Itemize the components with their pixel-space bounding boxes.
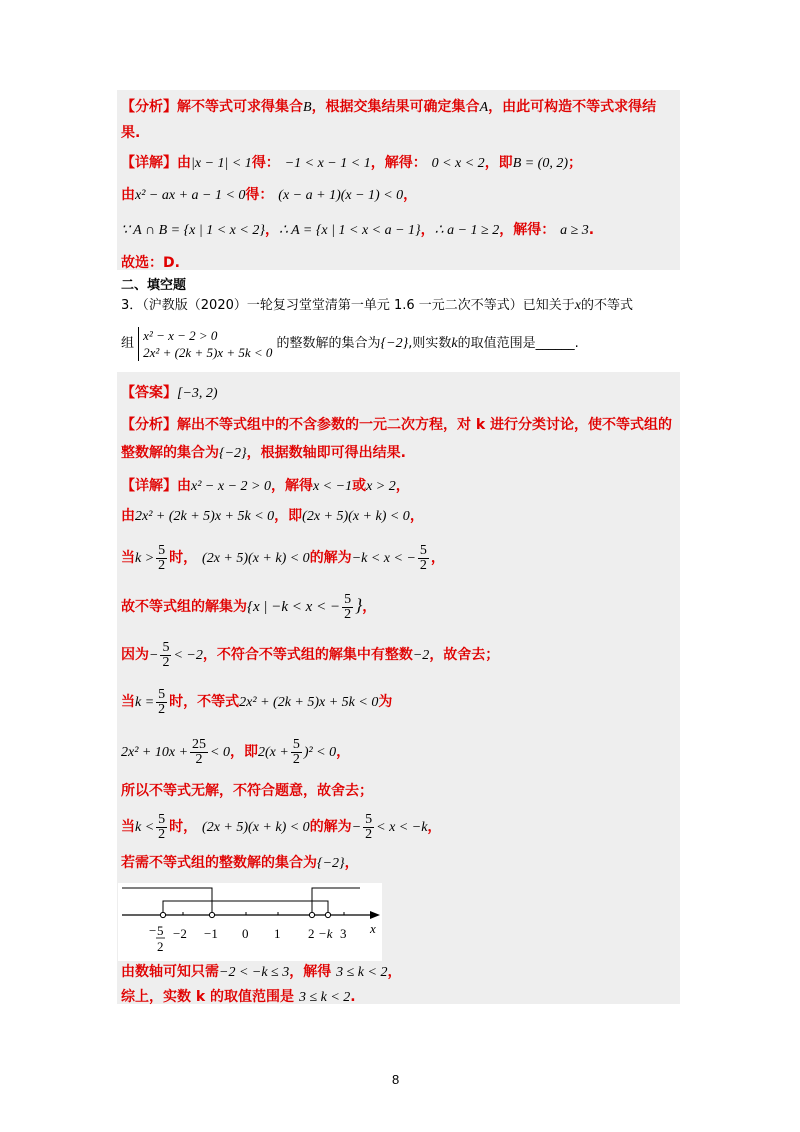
point-neg-k <box>325 912 330 917</box>
point-neg-five-halves <box>160 912 165 917</box>
q3-detail-line3: 当k > $\frac{5}{2}$ 时， (2x + 5)(x + k) < 0的解为−k < x < − $\frac{5}{2}$ ， <box>121 542 445 573</box>
point-two <box>309 912 314 917</box>
q3-detail-line7: 2x² + 10x + $\frac{25}{2}$ < 0，即2(x + $\frac{5}{2}$ )² < 0， <box>121 736 351 767</box>
point-neg-one <box>209 912 214 917</box>
label-neg-k: −k <box>318 926 333 941</box>
tick-label-1: 1 <box>274 926 281 941</box>
q3-detail-line1: 【详解】由x² − x − 2 > 0，解得x < −1或x > 2， <box>121 478 410 494</box>
q3-detail-line11: 由数轴可知只需−2 < −k ≤ 3，解得 3 ≤ k < 2， <box>121 964 402 980</box>
q3-detail-line6: 当k = $\frac{5}{2}$ 时，不等式2x² + (2k + 5)x + 5k < 0为 <box>121 686 393 717</box>
q2-analysis-line1: 【分析】解不等式可求得集合B，根据交集结果可确定集合A，由此可构造不等式求得结 <box>121 99 657 115</box>
tick-label-neg2: −2 <box>173 926 187 941</box>
label-frac-den: 2 <box>157 939 164 954</box>
q2-detail-line1: 【详解】由|x − 1| < 1得： −1 < x − 1 < 1，解得： 0 < x < 2，即B = (0, 2)； <box>121 155 583 171</box>
q2-analysis-line2: 果. <box>121 125 141 141</box>
q3-detail-line10: 若需不等式组的整数解的集合为{−2}， <box>121 855 359 871</box>
q3-detail-line9: 当k < $\frac{5}{2}$ 时， (2x + 5)(x + k) < 0的解为− $\frac{5}{2}$ < x < −k， <box>121 811 442 842</box>
q3-analysis-line1: 【分析】解出不等式组中的不含参数的一元二次方程，对 k 进行分类讨论，使不等式组的 <box>121 417 673 433</box>
label-frac-num: 5 <box>157 923 164 938</box>
label-neg-frac-sign: − <box>149 923 157 938</box>
q3-stem-line2: 组 x² − x − 2 > 0 2x² + (2k + 5)x + 5k < 0 的整数解的集合为{−2},则实数k的取值范围是______. <box>121 327 579 360</box>
tick-label-0: 0 <box>242 926 249 941</box>
inequality-system: x² − x − 2 > 0 2x² + (2k + 5)x + 5k < 0 <box>138 327 272 361</box>
q2-detail-line3: ∵ A ∩ B = {x | 1 < x < 2}，∴ A = {x | 1 < x < a − 1}，∴ a − 1 ≥ 2，解得： a ≥ 3. <box>121 222 595 238</box>
q3-stem-line1: 3．（沪教版（2020）一轮复习堂堂清第一单元 1.6 一元二次不等式）已知关于x的不等式 <box>121 298 634 313</box>
q2-choice: 故选：D. <box>121 255 180 271</box>
page-number: 8 <box>392 1072 400 1087</box>
q3-answer: 【答案】[−3, 2) <box>121 385 218 401</box>
q3-analysis-line2: 整数解的集合为{−2}，根据数轴即可得出结果. <box>121 445 406 461</box>
tick-label-neg1: −1 <box>204 926 218 941</box>
q2-detail-line2: 由x² − ax + a − 1 < 0得： (x − a + 1)(x − 1) < 0， <box>121 187 418 203</box>
q3-detail-line2: 由2x² + (2k + 5)x + 5k < 0，即(2x + 5)(x + k) < 0， <box>121 508 424 524</box>
axis-label-x: x <box>370 921 376 936</box>
number-line-figure <box>118 883 382 961</box>
tick-label-2: 2 <box>308 926 315 941</box>
q3-detail-line12: 综上，实数 k 的取值范围是 3 ≤ k < 2. <box>121 989 356 1005</box>
tick-label-3: 3 <box>340 926 347 941</box>
section-heading: 二、填空题 <box>121 278 187 293</box>
q3-detail-line5: 因为− $\frac{5}{2}$ < −2，不符合不等式组的解集中有整数−2，故舍去； <box>121 639 500 670</box>
q3-detail-line4: 故不等式组的解集为{x | −k < x < − $\frac{5}{2}$ }， <box>121 591 377 622</box>
q3-detail-line8: 所以不等式无解，不符合题意，故舍去； <box>121 783 373 799</box>
